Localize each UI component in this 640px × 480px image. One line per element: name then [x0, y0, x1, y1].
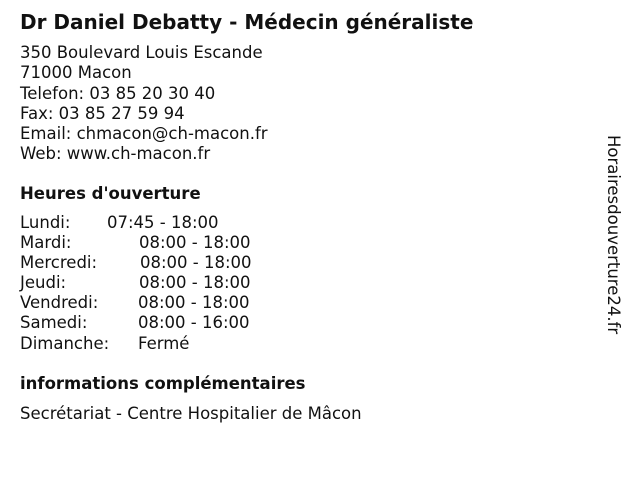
city: 71000 Macon: [20, 63, 132, 83]
site-watermark: Horairesdouverture24.fr: [604, 135, 623, 335]
day-label: Lundi:: [20, 213, 71, 232]
day-label: Samedi:: [20, 313, 88, 333]
website: Web: www.ch-macon.fr: [20, 144, 211, 164]
hours-value: 08:00 - 18:00: [139, 273, 251, 293]
hours-row-saturday: [20, 313, 320, 333]
hours-value: 07:45 - 18:00: [107, 213, 219, 232]
additional-info-heading: informations complémentaires: [20, 374, 306, 393]
email-address: Email: chmacon@ch-macon.fr: [20, 124, 268, 144]
hours-value: 08:00 - 18:00: [138, 293, 250, 313]
hours-row-monday: [20, 213, 320, 233]
hours-value: 08:00 - 18:00: [139, 233, 251, 253]
hours-row-wednesday: [20, 253, 320, 273]
day-label: Jeudi:: [20, 273, 67, 293]
hours-value: Fermé: [138, 333, 190, 353]
opening-hours-heading: Heures d'ouverture: [20, 184, 201, 203]
day-label: Mercredi:: [20, 253, 98, 273]
hours-row-tuesday: [20, 233, 320, 253]
fax-number: Fax: 03 85 27 59 94: [20, 103, 185, 123]
opening-hours-table: [20, 213, 320, 354]
hours-row-thursday: [20, 273, 320, 293]
day-label: Dimanche:: [20, 333, 110, 353]
street-address: 350 Boulevard Louis Escande: [20, 43, 263, 62]
day-label: Mardi:: [20, 233, 72, 253]
phone-number: Telefon: 03 85 20 30 40: [20, 83, 216, 103]
hours-value: 08:00 - 16:00: [138, 313, 250, 333]
hours-row-sunday: [20, 334, 320, 354]
hours-value: 08:00 - 18:00: [140, 253, 252, 273]
contact-block: [20, 43, 268, 165]
hours-row-friday: [20, 293, 320, 313]
additional-info-text: Secrétariat - Centre Hospitalier de Mâcon: [20, 404, 362, 423]
page-title: Dr Daniel Debatty - Médecin généraliste: [20, 10, 474, 34]
day-label: Vendredi:: [20, 293, 99, 313]
